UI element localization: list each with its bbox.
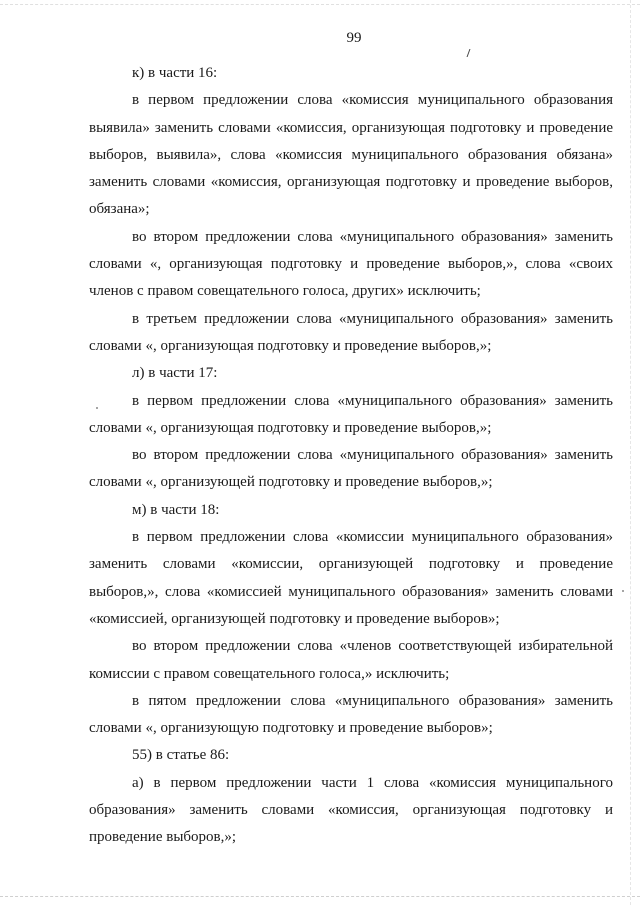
paragraph: в третьем предложении слова «муниципального образования» заменить словами «, организующая подготовку и проведение выборов,»; bbox=[89, 310, 613, 354]
paragraph: в пятом предложении слова «муниципального образования» заменить словами «, организующую подготовку и проведение выборов»; bbox=[89, 692, 613, 737]
paragraph: а) в первом предложении части 1 слова «комиссия муниципального образования» заменить словами «комиссия, организующая подготовку и проведение выборов,»; bbox=[89, 774, 613, 846]
paragraph-l-part-17: л) в части 17: bbox=[132, 365, 218, 382]
paragraph: во втором предложении слова «муниципального образования» заменить словами «, организующая подготовку и проведение выборов,», слова «своих членов с правом совещательного голоса, других» исключить; bbox=[89, 228, 613, 300]
paragraph-m-part-18: м) в части 18: bbox=[132, 501, 220, 518]
scan-speck bbox=[622, 590, 624, 592]
paragraph: в первом предложении слова «комиссия муниципального образования выявила» заменить словами «комиссия, организующая подготовку и проведение выборов, выявила», слова «комиссия муниципального образования обязана» заменить словами «комиссия, организующая подготовку и проведение выборов, обязана»; bbox=[89, 92, 613, 218]
paragraph-k-part-16: к) в части 16: bbox=[132, 65, 218, 81]
page-number: 99 bbox=[346, 30, 362, 46]
paragraph: во втором предложении слова «членов соответствующей избирательной комиссии с правом совещательного голоса,» исключить; bbox=[89, 638, 613, 682]
paragraph: в первом предложении слова «муниципального образования» заменить словами «, организующая подготовку и проведение выборов,»; bbox=[89, 392, 613, 436]
paragraph: во втором предложении слова «муниципального образования» заменить словами «, организующей подготовку и проведение выборов,»; bbox=[89, 447, 613, 491]
pen-mark bbox=[467, 49, 477, 57]
scan-edge-bottom bbox=[0, 896, 640, 897]
scan-edge-top bbox=[0, 4, 640, 5]
paragraph-article-86: 55) в статье 86: bbox=[132, 747, 230, 764]
scan-edge-right bbox=[630, 0, 631, 905]
paragraph: в первом предложении слова «комиссии муниципального образования» заменить словами «комиссии, организующей подготовку и проведение выборов,», слова «комиссией муниципального образования» заменить словами «комиссией, организующей подготовку и проведение выборов»; bbox=[89, 529, 613, 627]
document-body bbox=[89, 60, 613, 852]
